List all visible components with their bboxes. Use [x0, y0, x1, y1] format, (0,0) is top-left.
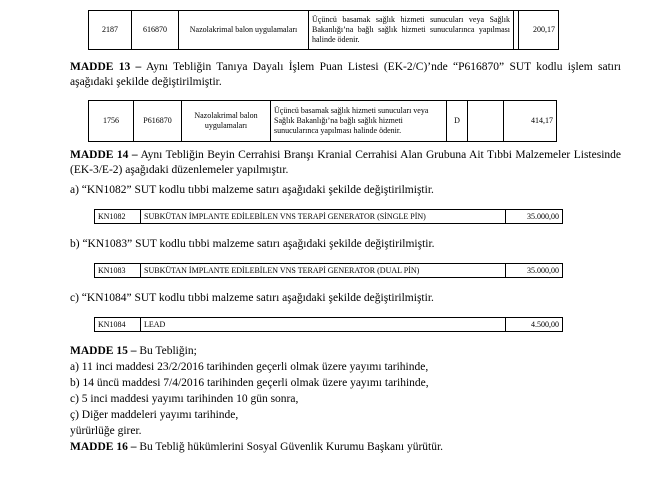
madde-15-paragraph: [70, 344, 197, 359]
kn1083-desc: SUBKÜTAN İMPLANTE EDİLEBİLEN VNS TERAPİ GENERATOR (DUAL PİN): [141, 264, 506, 278]
kn1082-code: KN1082: [95, 210, 141, 224]
madde-15-text: Bu Tebliğin;: [139, 345, 197, 357]
kn1083-price: 35.000,00: [506, 264, 563, 278]
madde-16-heading: MADDE 16 –: [70, 441, 137, 453]
kn1084-desc: LEAD: [141, 318, 506, 332]
kn1082-table: [94, 209, 563, 224]
madde-16-paragraph: [70, 440, 443, 455]
table-cell-group: D: [447, 101, 468, 142]
madde-15-line-c: c) 5 inci maddesi yayımı tarihinden 10 gün sonra,: [70, 393, 299, 405]
kn1082-desc: SUBKÜTAN İMPLANTE EDİLEBİLEN VNS TERAPİ GENERATOR (SİNGLE PİN): [141, 210, 506, 224]
madde-15-line-b: b) 14 üncü maddesi 7/4/2016 tarihinden geçerli olmak üzere yayımı tarihinde,: [70, 377, 429, 389]
item-a-text: a) “KN1082” SUT kodlu tıbbi malzeme satırı aşağıdaki şekilde değiştirilmiştir.: [70, 184, 434, 196]
table-cell-explanation: Üçüncü basamak sağlık hizmeti sunucuları veya Sağlık Bakanlığı’na bağlı sağlık hizmeti sunucularınca yapılması halinde ödenir.: [271, 101, 447, 142]
item-b-text: b) “KN1083” SUT kodlu tıbbi malzeme satırı aşağıdaki şekilde değiştirilmiştir.: [70, 238, 435, 250]
madde-16-text: Bu Tebliğ hükümlerini Sosyal Güvenlik Kurumu Başkanı yürütür.: [139, 441, 444, 453]
kn1084-code: KN1084: [95, 318, 141, 332]
item-c-text: c) “KN1084” SUT kodlu tıbbi malzeme satırı aşağıdaki şekilde değiştirilmiştir.: [70, 292, 434, 304]
kn1084-table: [94, 317, 563, 332]
kn1084-price: 4.500,00: [506, 318, 563, 332]
madde-15-line-cc: ç) Diğer maddeleri yayımı tarihinde,: [70, 409, 239, 421]
table-cell-points: 200,17: [519, 11, 559, 50]
table-cell-empty: [468, 101, 504, 142]
sut-table-row-616870: [88, 10, 559, 50]
table-cell-explanation: Üçüncü basamak sağlık hizmeti sunucuları veya Sağlık Bakanlığı’na bağlı sağlık hizmeti sunucularınca yapılması halinde ödenir.: [309, 11, 514, 50]
table-cell-code: 616870: [132, 11, 179, 50]
madde-14-paragraph: [70, 148, 621, 178]
table-cell-points: 414,17: [504, 101, 557, 142]
madde-13-heading: MADDE 13 –: [70, 61, 142, 73]
table-cell-name: Nazolakrimal balon uygulamaları: [182, 101, 271, 142]
madde-15-heading: MADDE 15 –: [70, 345, 137, 357]
kn1082-price: 35.000,00: [506, 210, 563, 224]
kn1083-code: KN1083: [95, 264, 141, 278]
kn1083-table: [94, 263, 563, 278]
madde-15-line-a: a) 11 inci maddesi 23/2/2016 tarihinden geçerli olmak üzere yayımı tarihinde,: [70, 361, 429, 373]
table-cell-code: P616870: [134, 101, 182, 142]
madde-15-line-end: yürürlüğe girer.: [70, 425, 142, 437]
madde-14-heading: MADDE 14 –: [70, 149, 138, 161]
sut-table-row-p616870: [88, 100, 557, 142]
madde-13-text: Aynı Tebliğin Tanıya Dayalı İşlem Puan Listesi (EK-2/C)’nde “P616870” SUT kodlu işlem satırı aşağıdaki şekilde değiştirilmiştir.: [70, 61, 621, 88]
madde-14-text: Aynı Tebliğin Beyin Cerrahisi Branşı Kranial Cerrahisi Alan Grubuna Ait Tıbbi Malzemeler Listesinde (EK-3/E-2) aşağıdaki düzenlemeler yapılmıştır.: [70, 149, 621, 176]
madde-13-paragraph: [70, 60, 621, 90]
table-cell-no: 2187: [89, 11, 132, 50]
table-cell-name: Nazolakrimal balon uygulamaları: [179, 11, 309, 50]
table-cell-no: 1756: [89, 101, 134, 142]
